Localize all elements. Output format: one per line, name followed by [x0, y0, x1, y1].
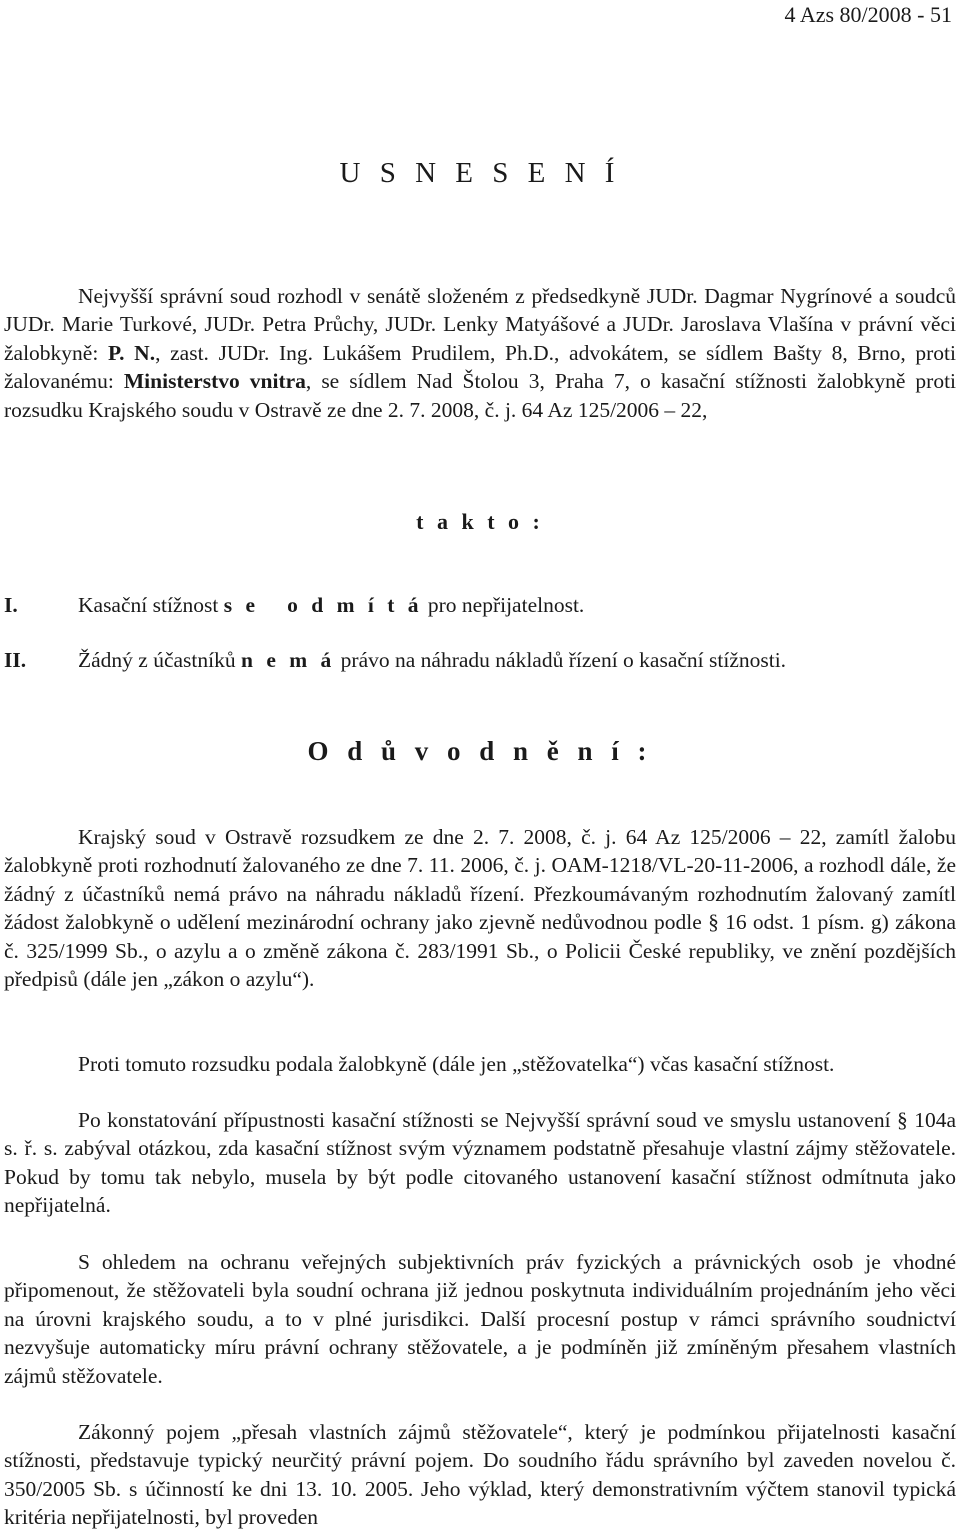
- paragraph-text: Krajský soud v Ostravě rozsudkem ze dne 2. 7. 2008, č. j. 64 Az 125/2006 – 22, zamítl žalobu žalobkyně proti rozhodnutí žalovaného ze dne 7. 11. 2006, č. j. OAM-1218/VL-20-11-2006, a rozhodl dále, že žádný z účastníků nemá právo na náhradu nákladů řízení. Přezkoumávaným rozhodnutím žalovaný zamítl žádost žalobkyně o udělení mezinárodní ochrany jako zjevně nedůvodnou podle § 16 odst. 1 písm. g) zákona č. 325/1999 Sb., o azylu a o změně zákona č. 283/1991 Sb., o Policii České republiky, ve znění pozdějších předpisů (dále jen „zákon o azylu“).: [4, 825, 956, 992]
- intro-text-3: , se sídlem Nad Štolou 3, Praha 7, o kasační stížnosti žalobkyně proti rozsudku Krajského soudu v Ostravě ze dne 2. 7. 2008, č. j. 64 Az 125/2006 – 22,: [4, 369, 957, 422]
- intro-text-1: Nejvyšší správní soud rozhodl v senátě složeném z předsedkyně JUDr. Dagmar Nygrínové a soudců JUDr. Marie Turkové, JUDr. Petra Průchy, JUDr. Lenky Matyášové a JUDr. Jaroslava Vlašína v právní věci žalobkyně:: [4, 284, 956, 365]
- reasoning-paragraph-4: [4, 1248, 956, 1390]
- document-title: U S N E S E N Í: [339, 157, 621, 189]
- verdict-text-before: Žádný z účastníků: [78, 648, 241, 672]
- reasoning-paragraph-1: [4, 823, 956, 993]
- defendant-name: Ministerstvo vnitra: [123, 369, 306, 394]
- paragraph-text: Zákonný pojem „přesah vlastních zájmů stěžovatele“, který je podmínkou přijatelnosti kasační stížnosti, představuje typický neurčitý právní pojem. Do soudního řádu správního byl zaveden novelou č. 350/2005 Sb. s účinností ke dni 13. 10. 2005. Jeho výklad, který demonstrativním výčtem stanovil typická kritéria nepřijatelnosti, byl proveden: [4, 1420, 956, 1530]
- reasoning-heading: O d ů v o d n ě n í :: [307, 736, 653, 766]
- intro-text-2: , zast. JUDr. Ing. Lukášem Prudilem, Ph.D., advokátem, se sídlem Bašty 8, Brno, proti žalovanému:: [4, 340, 956, 394]
- paragraph-text: S ohledem na ochranu veřejných subjektivních práv fyzických a právnických osob je vhodné připomenout, že stěžovateli byla soudní ochrana již jednou poskytnuta individuálním projednáním jeho věci na úrovni krajského soudu, a to v plné jurisdikci. Další procesní postup v rámci správního soudnictví nezvyšuje automaticky míru právní ochrany stěžovatele, a je podmíněn již zmíněným přesahem vlastních zájmů stěžovatele.: [4, 1250, 956, 1388]
- reasoning-paragraph-2: [4, 1050, 956, 1078]
- intro-paragraph: [4, 282, 956, 424]
- verdict-number: II.: [4, 648, 27, 672]
- paragraph-text: Po konstatování přípustnosti kasační stížnosti se Nejvyšší správní soud ve smyslu ustanovení § 104a s. ř. s. zabýval otázkou, zda kasační stížnost svým významem podstatně přesahuje vlastní zájmy stěžovatele. Pokud by tomu tak nebylo, musela by být podle citovaného ustanovení kasační stížnost odmítnuta jako nepřijatelná.: [4, 1108, 956, 1218]
- verdict-number: I.: [4, 593, 18, 617]
- verdict-spaced-text: n e m á: [241, 648, 336, 672]
- reasoning-paragraph-3: [4, 1106, 956, 1220]
- verdict-text-before: Kasační stížnost: [78, 593, 224, 617]
- verdict-text-after: právo na náhradu nákladů řízení o kasační stížnosti.: [335, 648, 787, 672]
- takto-heading: t a k t o :: [416, 509, 544, 534]
- verdict-spaced-text: s e o d m í t á: [223, 593, 423, 617]
- verdict-text-after: pro nepřijatelnost.: [422, 593, 585, 617]
- plaintiff-name: P. N.: [107, 340, 156, 365]
- reasoning-paragraph-5: [4, 1418, 956, 1532]
- paragraph-text: Proti tomuto rozsudku podala žalobkyně (dále jen „stěžovatelka“) včas kasační stížnost.: [78, 1052, 835, 1076]
- case-reference: 4 Azs 80/2008 - 51: [784, 2, 952, 27]
